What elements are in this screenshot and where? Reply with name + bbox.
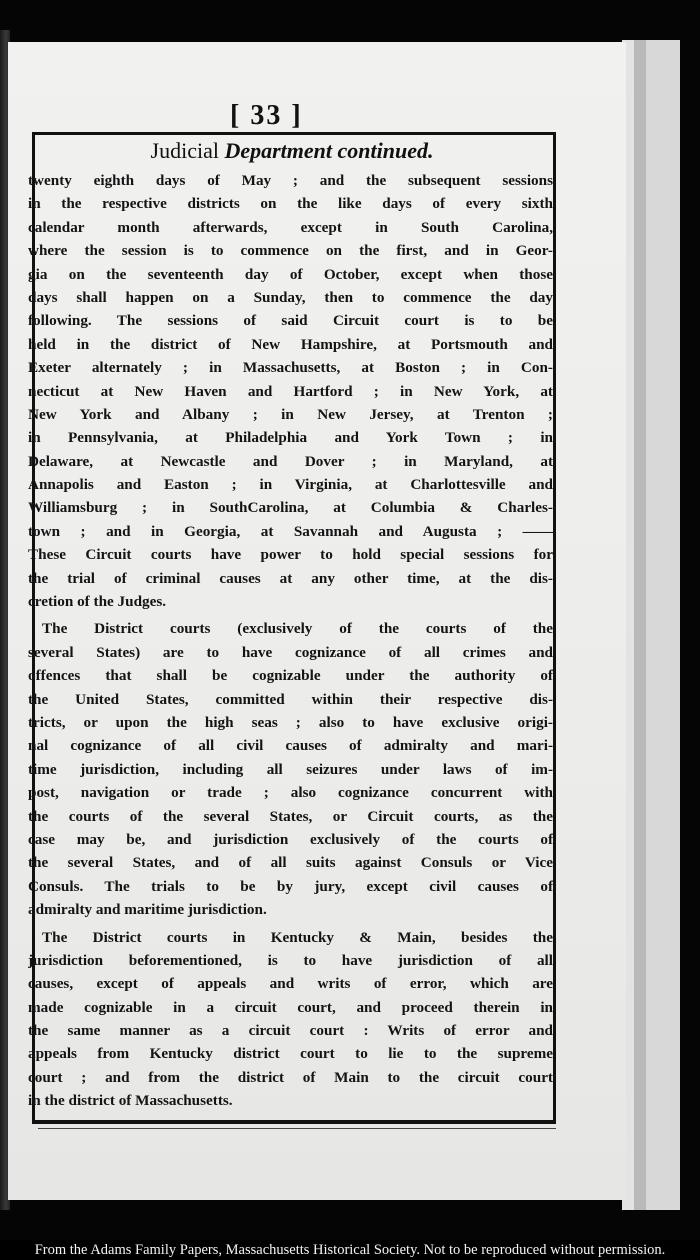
text-line: causes, except of appeals and writs of error, which are [28, 975, 553, 993]
text-line: post, navigation or trade ; also cognizance concurrent with [28, 784, 553, 802]
paragraph [28, 617, 553, 921]
frame-rule-bottom-thin [38, 1128, 556, 1129]
text-line: in the district of Massachusetts. [28, 1092, 233, 1110]
attribution-caption: From the Adams Family Papers, Massachusetts Historical Society. Not to be reproduced without permission. [34, 1242, 666, 1258]
running-head-italic: Department continued. [224, 138, 434, 163]
frame-rule-bottom [32, 1120, 556, 1124]
running-head-roman: Judicial [150, 138, 225, 163]
book-page [8, 42, 626, 1200]
text-line: Exeter alternately ; in Massachusetts, at Boston ; in Con- [28, 359, 553, 377]
text-line: offences that shall be cognizable under the authority of [28, 667, 553, 685]
text-line: The District courts (exclusively of the courts of the [42, 620, 553, 638]
text-line: the courts of the several States, or Circuit courts, as the [28, 807, 553, 825]
text-line: tricts, or upon the high seas ; also to have exclusive origi- [28, 713, 553, 731]
paragraph [28, 926, 553, 1113]
text-line: time jurisdiction, including all seizures under laws of im- [28, 760, 553, 778]
text-line: cretion of the Judges. [28, 593, 167, 611]
text-line: calendar month afterwards, except in South Carolina, [28, 218, 553, 236]
running-head [38, 138, 546, 164]
text-line: appeals from Kentucky district court to lie to the supreme [28, 1045, 553, 1063]
text-line: gia on the seventeenth day of October, except when those [28, 265, 553, 283]
text-line: admiralty and maritime jurisdiction. [28, 901, 267, 919]
page-stack-edge [640, 40, 680, 1210]
text-line: These Circuit courts have power to hold special sessions for [28, 546, 553, 564]
text-line: made cognizable in a circuit court, and proceed therein in [28, 998, 553, 1016]
text-line: in Pennsylvania, at Philadelphia and York Town ; in [28, 429, 553, 447]
text-line: the United States, committed within their respective dis- [28, 690, 553, 708]
text-line: The District courts in Kentucky & Main, besides the [42, 928, 553, 946]
text-line: Williamsburg ; in SouthCarolina, at Columbia & Charles- [28, 499, 553, 517]
text-line: where the session is to commence on the first, and in Geor- [28, 242, 553, 260]
text-line: the several States, and of all suits against Consuls or Vice [28, 854, 553, 872]
text-line: necticut at New Haven and Hartford ; in New York, at [28, 382, 553, 400]
text-line: in the respective districts on the like days of every sixth [28, 195, 553, 213]
text-line: the same manner as a circuit court : Writs of error and [28, 1022, 553, 1040]
text-line: the trial of criminal causes at any other time, at the dis- [28, 569, 553, 587]
text-line: Annapolis and Easton ; in Virginia, at Charlottesville and [28, 476, 553, 494]
text-line: court ; and from the district of Main to the circuit court [28, 1068, 553, 1086]
text-line: town ; and in Georgia, at Savannah and Augusta ; —— [28, 522, 553, 540]
text-line: Delaware, at Newcastle and Dover ; in Maryland, at [28, 452, 553, 470]
text-line: days shall happen on a Sunday, then to commence the day [28, 288, 553, 306]
text-line: Consuls. The trials to be by jury, except civil causes of [28, 877, 553, 895]
text-line: nal cognizance of all civil causes of admiralty and mari- [28, 737, 553, 755]
page-number: [ 33 ] [230, 100, 303, 131]
text-line: several States) are to have cognizance of all crimes and [28, 643, 553, 661]
text-line: New York and Albany ; in New Jersey, at Trenton ; [28, 405, 553, 423]
text-line: following. The sessions of said Circuit court is to be [28, 312, 553, 330]
text-line: held in the district of New Hampshire, at Portsmouth and [28, 335, 553, 353]
paragraph [28, 169, 553, 613]
text-line: case may be, and jurisdiction exclusively of the courts of [28, 830, 553, 848]
text-line: twenty eighth days of May ; and the subsequent sessions [28, 172, 553, 189]
page-stack-edge [632, 40, 646, 1210]
body-text [28, 169, 553, 1113]
text-line: jurisdiction beforementioned, is to have jurisdiction of all [28, 951, 553, 969]
